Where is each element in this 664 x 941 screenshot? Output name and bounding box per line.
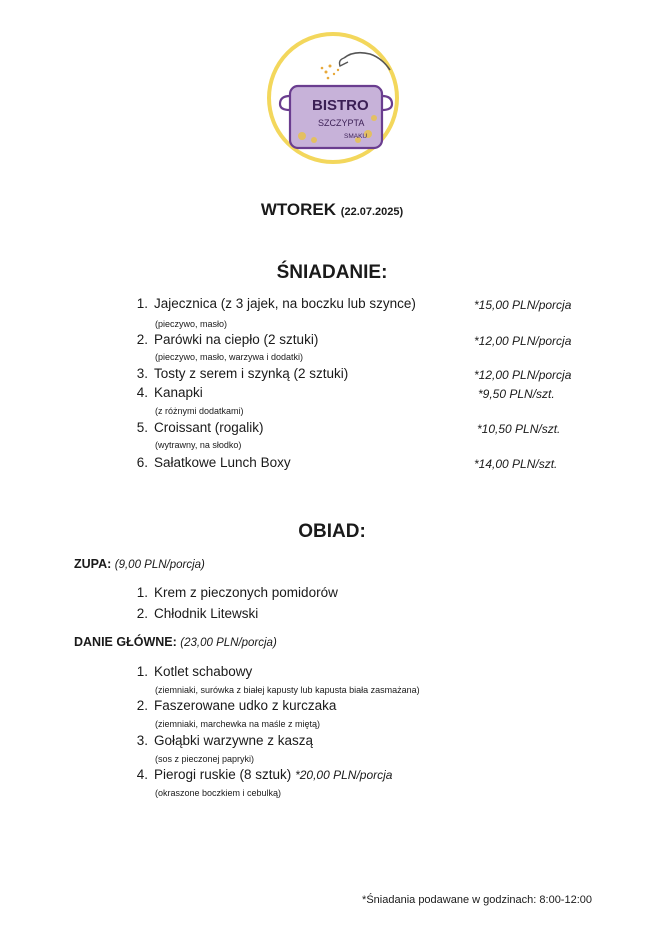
item-name: Parówki na ciepło (2 sztuki): [154, 332, 319, 347]
item-name: Jajecznica (z 3 jajek, na boczku lub szynce): [154, 296, 416, 311]
item-number: 3.: [136, 733, 148, 748]
bistro-logo: [258, 28, 408, 168]
item-description: (okraszone boczkiem i cebulką): [155, 788, 282, 798]
item-number: 1.: [136, 585, 148, 600]
breakfast-hours-note: *Śniadania podawane w godzinach: 8:00-12:00: [362, 894, 592, 906]
item-name: Kotlet schabowy: [154, 664, 253, 679]
day-name: WTOREK: [260, 200, 337, 219]
item-description: (pieczywo, masło, warzywa i dodatki): [155, 352, 304, 362]
item-description: (ziemniaki, marchewka na maśle z miętą): [155, 719, 321, 729]
item-description: (pieczywo, masło): [155, 319, 228, 329]
item-price: *10,50 PLN/szt.: [477, 422, 561, 436]
item-number: 2.: [136, 332, 148, 347]
item-number: 2.: [136, 698, 148, 713]
item-name: Faszerowane udko z kurczaka: [154, 698, 337, 713]
item-name: Krem z pieczonych pomidorów: [154, 585, 338, 600]
item-number: 1.: [136, 296, 148, 311]
soup-price: (9,00 PLN/porcja): [114, 559, 205, 571]
item-number: 2.: [136, 606, 148, 621]
item-number: 5.: [136, 420, 148, 435]
item-name: [154, 767, 392, 782]
item-number: 4.: [136, 385, 148, 400]
spice-sprinkle-icon: [321, 65, 340, 80]
lunch-title: OBIAD:: [298, 521, 366, 542]
item-number: 4.: [136, 767, 148, 782]
day-date: (22.07.2025): [340, 206, 404, 218]
item-description: (wytrawny, na słodko): [155, 440, 242, 450]
mains-price: (23,00 PLN/porcja): [180, 637, 277, 649]
soup-label: [74, 557, 205, 571]
day-heading: [0, 200, 664, 220]
item-number: 6.: [136, 455, 148, 470]
item-number: 1.: [136, 664, 148, 679]
item-price: *9,50 PLN/szt.: [478, 387, 555, 401]
item-price: *12,00 PLN/porcja: [474, 368, 572, 382]
mains-label: [74, 635, 277, 649]
item-price: *14,00 PLN/szt.: [474, 457, 558, 471]
item-name: Kanapki: [154, 385, 203, 400]
logo-text-szczypta: SZCZYPTA: [318, 118, 365, 128]
item-description: (z różnymi dodatkami): [155, 406, 244, 416]
item-name: Tosty z serem i szynką (2 sztuki): [154, 366, 349, 381]
item-description: (sos z pieczonej papryki): [155, 754, 255, 764]
item-name: Sałatkowe Lunch Boxy: [154, 455, 291, 470]
item-number: 3.: [136, 366, 148, 381]
logo-text-smaku: SMAKU: [344, 133, 368, 140]
breakfast-title: ŚNIADANIE:: [276, 262, 388, 283]
item-description: (ziemniaki, surówka z białej kapusty lub kapusta biała zasmażana): [155, 685, 420, 695]
item-name: Gołąbki warzywne z kaszą: [154, 733, 314, 748]
item-price: *15,00 PLN/porcja: [474, 298, 572, 312]
item-name: Croissant (rogalik): [154, 420, 264, 435]
item-price: *12,00 PLN/porcja: [474, 334, 572, 348]
mains-heading: DANIE GŁÓWNE:: [74, 635, 177, 649]
soup-heading: ZUPA:: [74, 557, 112, 571]
logo-text-bistro: BISTRO: [312, 97, 369, 114]
item-price: *20,00 PLN/porcja: [295, 768, 393, 782]
item-name-text: Pierogi ruskie (8 sztuk): [154, 767, 292, 782]
item-name: Chłodnik Litewski: [154, 606, 259, 621]
